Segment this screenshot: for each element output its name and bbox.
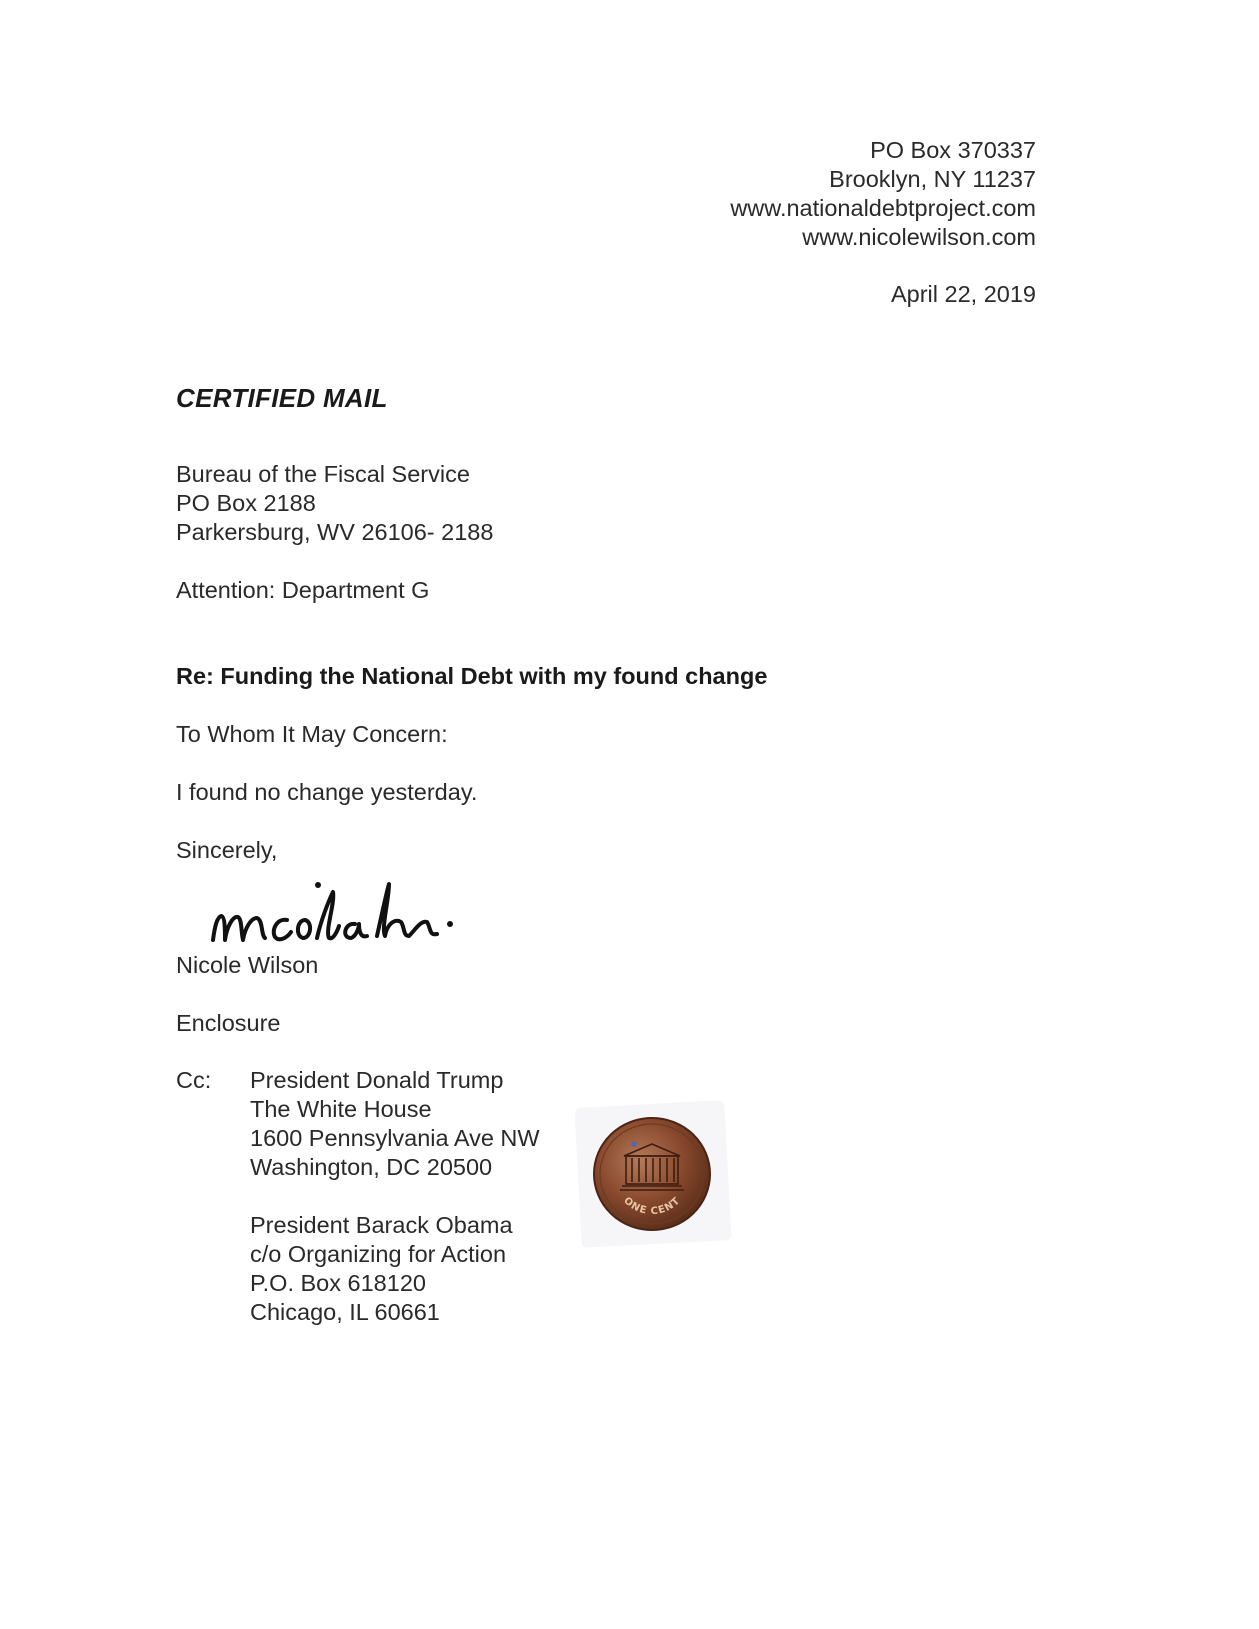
attention-line: Attention: Department G	[176, 577, 430, 603]
cc-recipient-2-line-1: President Barack Obama	[250, 1212, 513, 1238]
recipient-line-2: PO Box 2188	[176, 490, 316, 516]
recipient-line-3: Parkersburg, WV 26106- 2188	[176, 519, 494, 545]
subject-line: Re: Funding the National Debt with my found change	[176, 663, 768, 689]
cc-recipient-2-line-4: Chicago, IL 60661	[250, 1299, 440, 1325]
handwritten-signature	[205, 880, 475, 960]
sender-address-line-1: PO Box 370337	[870, 137, 1036, 163]
penny-coin-icon	[590, 1114, 714, 1234]
letter-date: April 22, 2019	[890, 281, 1036, 307]
penny-text: ONE CENT	[621, 1195, 683, 1218]
salutation: To Whom It May Concern:	[176, 721, 448, 747]
enclosure-note: Enclosure	[176, 1010, 281, 1036]
cc-recipient-1-line-2: The White House	[250, 1096, 432, 1122]
cc-recipient-2-line-3: P.O. Box 618120	[250, 1270, 426, 1296]
recipient-line-1: Bureau of the Fiscal Service	[176, 461, 470, 487]
letter-body: I found no change yesterday.	[176, 779, 478, 805]
sender-address-line-2: Brooklyn, NY 11237	[829, 166, 1036, 192]
cc-recipient-1-line-3: 1600 Pennsylvania Ave NW	[250, 1125, 540, 1151]
cc-recipient-1-line-4: Washington, DC 20500	[250, 1154, 493, 1180]
closing: Sincerely,	[176, 837, 278, 863]
cc-recipient-2-line-2: c/o Organizing for Action	[250, 1241, 507, 1267]
certified-mail-heading: CERTIFIED MAIL	[176, 383, 388, 413]
sender-website-2: www.nicolewilson.com	[802, 224, 1036, 250]
signer-name: Nicole Wilson	[176, 952, 319, 978]
sender-website-1: www.nationaldebtproject.com	[730, 195, 1036, 221]
cc-label: Cc:	[176, 1067, 212, 1093]
cc-recipient-1-line-1: President Donald Trump	[250, 1067, 504, 1093]
